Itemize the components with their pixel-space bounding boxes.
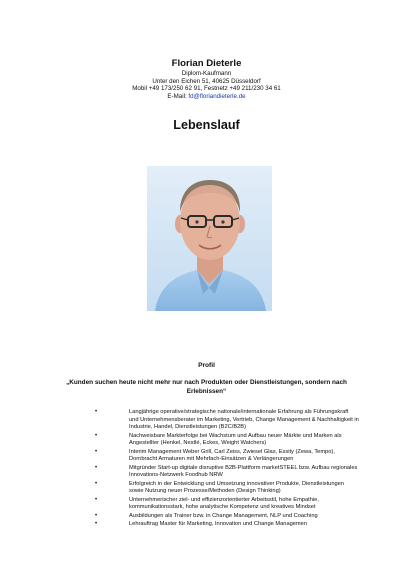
bullet-icon: • <box>95 409 98 415</box>
list-item-text: Langjährige operative/strategische nationale/internationale Erfahrung als Führungskraft und Unternehmensberater im Marketing, Vertrieb, Change Management & Nachhaltigkeit in Industrie, Handel, Dienstleistungen (B2C/B2B) <box>129 409 359 431</box>
phone-numbers: Mobil +49 173/250 62 91, Festnetz +49 211/230 34 61 <box>132 85 281 93</box>
list-item <box>0 497 359 512</box>
list-item <box>0 409 359 432</box>
bullet-icon: • <box>95 448 98 455</box>
bullet-icon: • <box>95 480 98 487</box>
list-item <box>0 433 359 448</box>
email-label: E-Mail: <box>167 92 189 100</box>
list-item <box>0 449 359 464</box>
list-item-text: Interim Management Weber Grill, Carl Zeiss, Zwiesel Glas, Essity (Zewa, Tempo), Dornbracht Armaturen mit Mehrfach-Einsätzen & Verlängerungen <box>129 448 335 463</box>
profile-heading: Profil <box>198 362 215 369</box>
bullet-icon: • <box>95 512 98 519</box>
email-link[interactable]: fd@floriandieterle.de <box>188 92 246 100</box>
list-item-text: Ausbildungen als Trainer bzw. in Change Management, NLP und Coaching <box>129 512 318 519</box>
list-item <box>0 481 359 496</box>
profile-quote: „Kunden suchen heute nicht mehr nur nach Produkten oder Dienstleistungen, sondern nach Erlebnissen“ <box>66 379 347 395</box>
list-item-text: Nachweisbare Markterfolge bei Wachstum und Aufbau neuer Märkte und Marken als Angestellter (Henkel, Nestlé, Eckes, Weight Watchers) <box>129 432 342 447</box>
list-item-text: Mitgründer Start-up digitale disruptive B2B-Plattform marketSTEEL bzw. Aufbau regionales Innovations-Netzwerk Foodhub NRW <box>129 464 358 479</box>
contact-header <box>0 58 413 100</box>
person-name: Florian Dieterle <box>171 58 242 69</box>
bullet-icon: • <box>95 464 98 471</box>
profile-bullet-list <box>0 409 359 529</box>
list-item-text: Unternehmerischer ziel- und effizienzorientierter Arbeitsstil, hohe Empathie, kommunikationsstark, hohe analytische Kompetenz und kreatives Mindset <box>129 496 319 511</box>
bullet-icon: • <box>95 521 98 527</box>
bullet-icon: • <box>95 432 98 439</box>
address: Unter den Eichen 51, 40625 Düsseldorf <box>152 77 261 85</box>
list-item <box>0 521 359 529</box>
list-item-text: Lehrauftrag Master für Marketing, Innovation und Change Managemen <box>129 521 307 527</box>
bullet-icon: • <box>95 496 98 503</box>
person-title: Diplom-Kaufmann <box>181 70 232 77</box>
portrait-illustration <box>147 166 272 311</box>
list-item <box>0 513 359 521</box>
email-line <box>0 93 413 101</box>
list-item <box>0 465 359 480</box>
document-title: Lebenslauf <box>173 118 240 132</box>
portrait-photo <box>147 166 272 311</box>
list-item-text: Erfolgreich in der Entwicklung und Umsetzung innovativer Produkte, Dienstleistungen sowie Nutzung neuer Prozesse/Methoden (Design Thinking) <box>129 480 344 495</box>
